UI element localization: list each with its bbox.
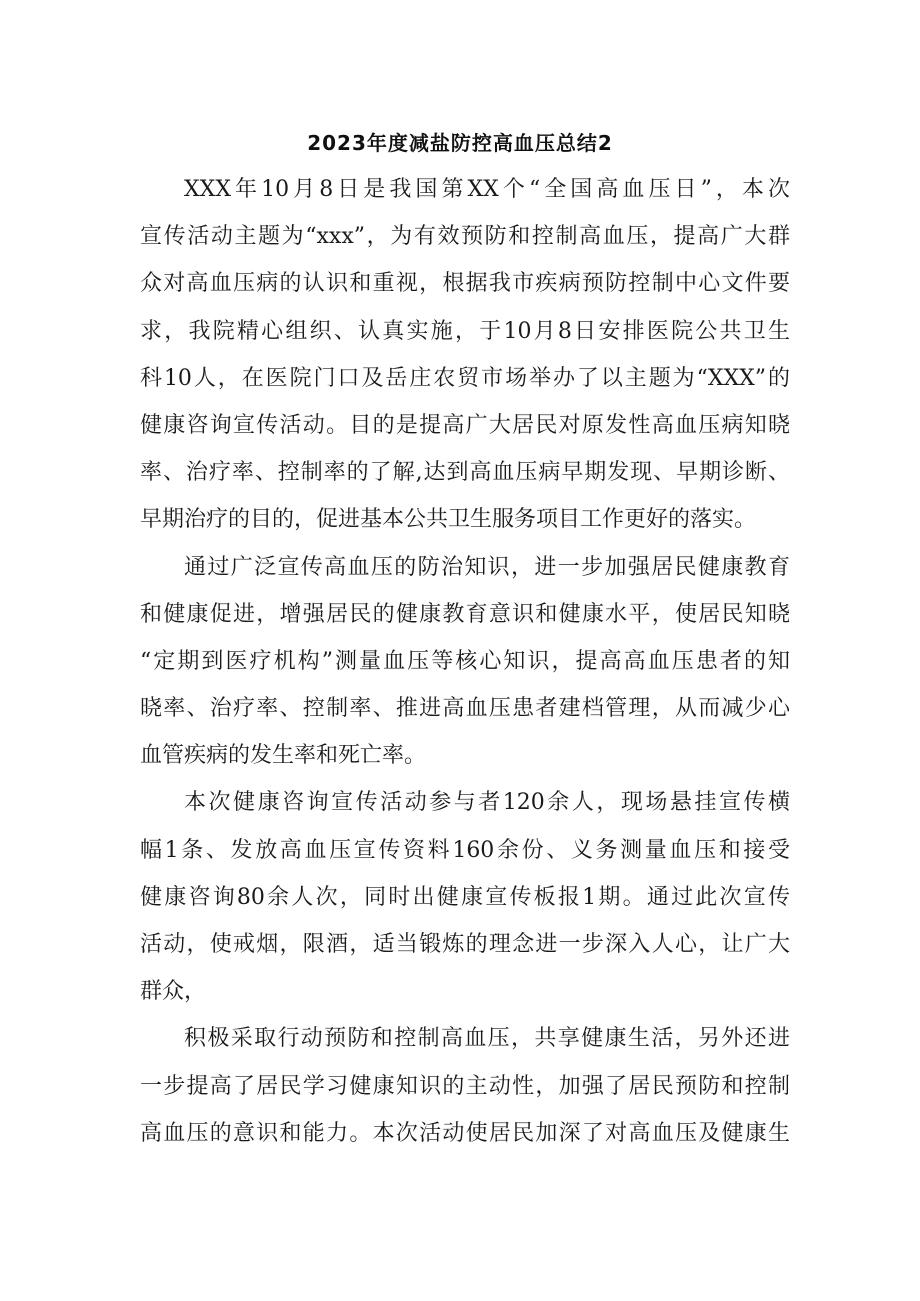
- paragraph-line: 积极采取行动预防和控制高血压，共享健康生活，另外还进: [184, 1026, 790, 1052]
- paragraph-line: 通过广泛宣传高血压的防治知识，进一步加强居民健康教育: [184, 554, 790, 580]
- paragraph-line: 率、治疗率、控制率的了解,达到高血压病早期发现、早期诊断、: [140, 460, 790, 486]
- paragraph-2: [140, 544, 790, 780]
- paragraph-line: 幅1条、发放高血压宣传资料160余份、义务测量血压和接受: [140, 837, 790, 863]
- paragraph-line: 健康咨询宣传活动。目的是提高广大居民对原发性高血压病知晓: [140, 412, 790, 438]
- paragraph-line: 晓率、治疗率、控制率、推进高血压患者建档管理，从而减少心: [140, 696, 790, 722]
- paragraph-line: 血管疾病的发生率和死亡率。: [140, 743, 427, 769]
- document-title: 2023年度减盐防控高血压总结2: [307, 131, 613, 155]
- paragraph-1: [140, 166, 790, 544]
- paragraph-line: 高血压的意识和能力。本次活动使居民加深了对高血压及健康生: [140, 1120, 790, 1146]
- paragraph-line: 和健康促进，增强居民的健康教育意识和健康水平，使居民知晓: [140, 601, 790, 627]
- paragraph-line: 本次健康咨询宣传活动参与者120余人，现场悬挂宣传横: [184, 790, 790, 816]
- paragraph-3: [140, 779, 790, 1015]
- paragraph-line: XXX年10月8日是我国第XX个“全国高血压日”，本次: [184, 177, 790, 202]
- paragraph-line: 众对高血压病的认识和重视，根据我市疾病预防控制中心文件要: [140, 271, 790, 297]
- paragraph-line: 健康咨询80余人次，同时出健康宣传板报1期。通过此次宣传: [140, 884, 790, 910]
- paragraph-line: “定期到医疗机构”测量血压等核心知识，提高高血压患者的知: [140, 648, 790, 674]
- paragraph-line: 早期治疗的目的，促进基本公共卫生服务项目工作更好的落实。: [140, 507, 757, 533]
- paragraph-4: [140, 1015, 790, 1157]
- paragraph-line: 一步提高了居民学习健康知识的主动性，加强了居民预防和控制: [140, 1073, 790, 1099]
- document-body: [140, 166, 790, 1157]
- paragraph-line: 群众，: [140, 979, 207, 1005]
- paragraph-line: 求，我院精心组织、认真实施，于10月8日安排医院公共卫生: [140, 318, 790, 344]
- paragraph-line: 活动，使戒烟，限酒，适当锻炼的理念进一步深入人心，让广大: [140, 932, 790, 957]
- paragraph-line: 科10人，在医院门口及岳庄农贸市场举办了以主题为“XXX”的: [140, 365, 790, 391]
- paragraph-line: 宣传活动主题为“xxx”，为有效预防和控制高血压，提高广大群: [140, 224, 790, 250]
